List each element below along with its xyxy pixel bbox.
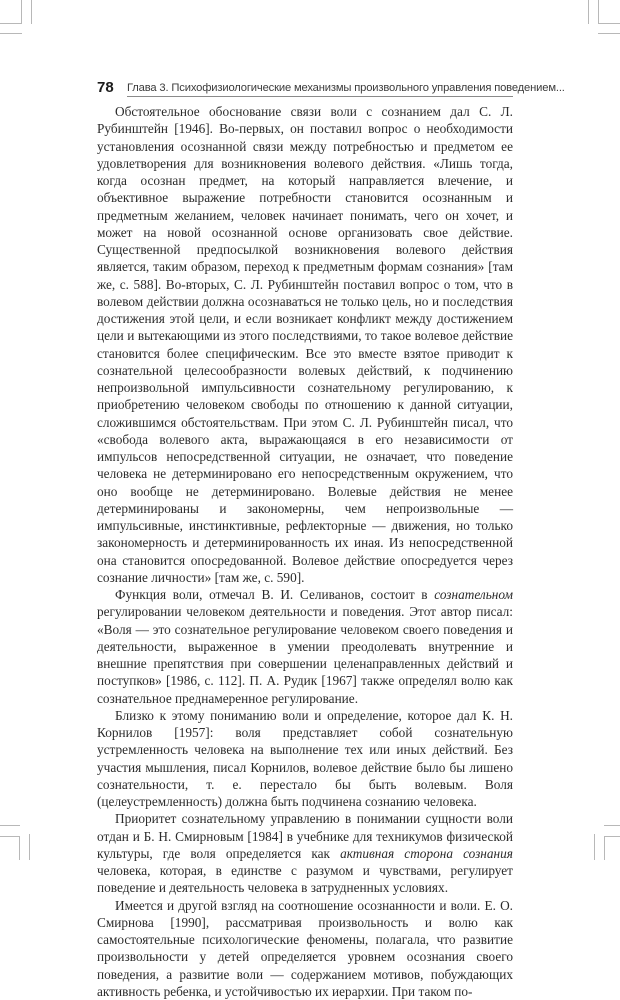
crop-mark (604, 836, 605, 860)
text-run: Имеется и другой взгляд на соотношение осознанности и воли. Е. О. Смирнова [1990], рассматривая произвольность и волю как самостоятельные психологические феномены, полагала, что развитие произвольности у детей определяется уровнем осознания своего поведения, а развитие воли — содержанием мотивов, побуждающих активность ребенка, и устойчивостью их иерархии. При таком по- (97, 898, 513, 999)
crop-mark (0, 825, 20, 826)
crop-mark (29, 834, 30, 860)
emphasis: сознательном (434, 587, 513, 602)
body-text (97, 103, 513, 1000)
running-title: Глава 3. Психофизиологические механизмы произвольного управления поведением... (127, 81, 513, 97)
text-run: регулировании человеком деятельности и поведения. Этот автор писал: «Воля — это сознательное регулирование человеком своего поведения и деятельности, выраженное в умении преодолевать внутренние и внешние препятствия при совершении целенаправленных действий и поступков» [1986, с. 112]. П. А. Рудик [1967] также определял волю как сознательное преднамеренное регулирование. (97, 604, 513, 705)
crop-mark (604, 825, 620, 826)
crop-mark (598, 0, 599, 24)
crop-mark (0, 33, 22, 34)
crop-mark (19, 836, 20, 860)
text-run: Приоритет сознательному управлению в понимании сущности воли отдан и Б. Н. Смирновым [1984] в учебнике для техникумов физической культуры, где воля определяется как (97, 811, 513, 861)
text-run: Близко к этому пониманию воли и определение, которое дал К. Н. Корнилов [1957]: воля представляет собой сознательную устремленность человека на выполнение тех или иных действий. Без участия мышления, писал Корнилов, волевое действие было бы лишено сознательности, т. е. перестало бы быть волевым. Воля (целеустремленность) должна быть подчинена сознанию человека. (97, 708, 513, 809)
text-run: Функция воли, отмечал В. И. Селиванов, состоит в (115, 587, 434, 602)
emphasis: активная сторона сознания (340, 846, 513, 861)
paragraph (97, 586, 513, 707)
text-run: человека, которая, в единстве с разумом и чувствами, регулирует поведение и деятельность человека в затрудненных условиях. (97, 863, 513, 895)
crop-mark (31, 0, 32, 24)
paragraph (97, 707, 513, 811)
crop-mark (0, 836, 20, 837)
crop-mark (588, 0, 589, 24)
crop-mark (0, 23, 22, 24)
page-number: 78 (97, 80, 114, 96)
crop-mark (598, 23, 620, 24)
paragraph (97, 897, 513, 1000)
crop-mark (21, 0, 22, 24)
crop-mark (594, 834, 595, 860)
crop-mark (598, 33, 620, 34)
page-header (97, 80, 517, 98)
text-run: Обстоятельное обоснование связи воли с сознанием дал С. Л. Рубинштейн [1946]. Во-первых, он поставил вопрос о необходимости установления осознанной связи между потребностью и предметом ее удовлетворения для возникновения волевого действия. «Лишь тогда, когда осознан предмет, на который направляется влечение, и объективное выражение потребности становится осознанным и предметным желанием, человек начинает понимать, чего он хочет, и может на новой осознанной основе организовать свое действие. Существенной предпосылкой возникновения волевого действия является, таким образом, переход к предметным формам сознания» [там же, с. 588]. Во-вторых, С. Л. Рубинштейн поставил вопрос о том, что в волевом действии должна осознаваться не только цель, но и последствия достижения этой цели, и если возникает конфликт между достижением цели и вытекающими из этого последствиями, то такое волевое действие становится более специфическим. Все это вместе взятое приводит к сознательной целесообразности волевых действий, к подчинению непроизвольной импульсивности сознательному регулированию, к приобретению человеком свободы по отношению к данной ситуации, сложившимся обстоятельствам. При этом С. Л. Рубинштейн писал, что «свобода волевого акта, выражающаяся в его независимости от импульсов непосредственной ситуации, не означает, что поведение человека не детерминировано его непосредственным окружением, что оно вообще не детерминировано. Волевые действия не менее детерминированы и закономерны, чем непроизвольные — импульсивные, инстинктивные, рефлекторные — движения, но только закономерность и детерминированность их иная. Из непосредственной она становится опосредованной. Волевое действие опосредуется через сознание личности» [там же, с. 590]. (97, 104, 513, 585)
paragraph (97, 103, 513, 586)
paragraph (97, 810, 513, 896)
crop-mark (604, 836, 620, 837)
